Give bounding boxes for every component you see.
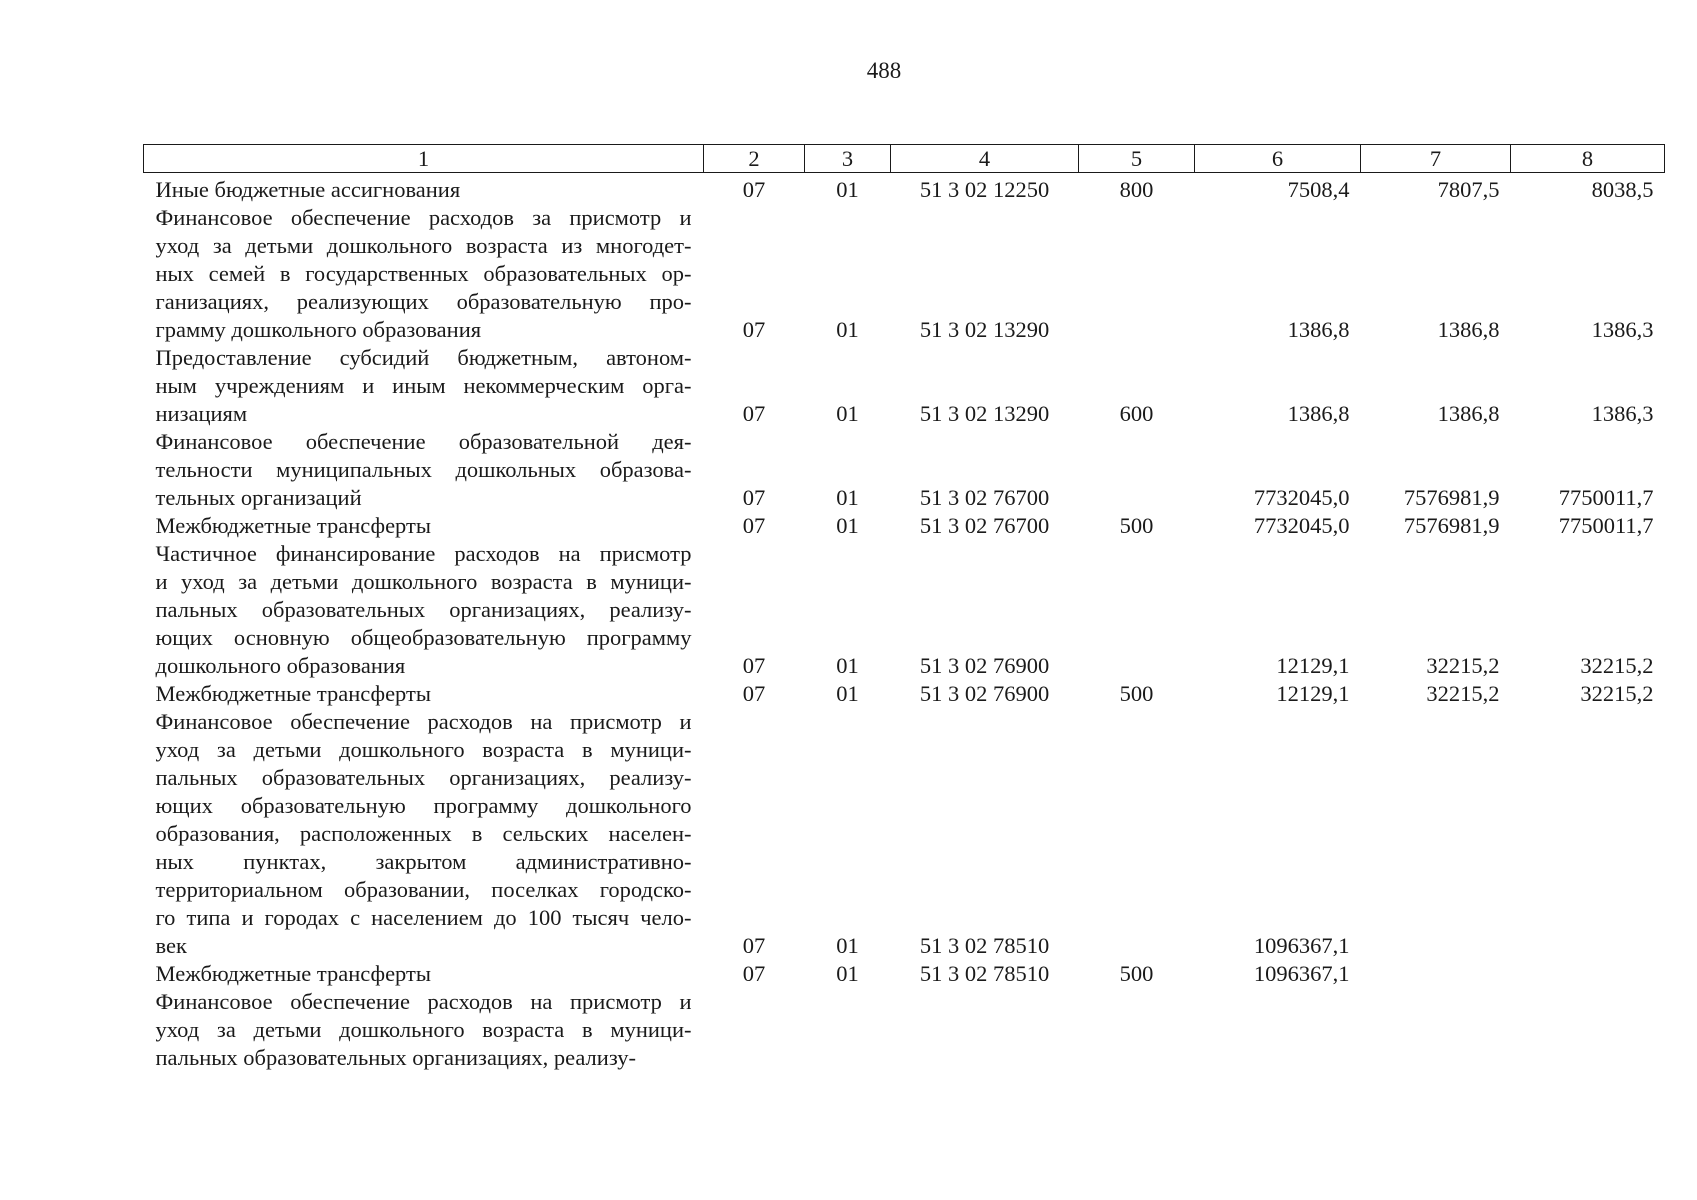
- subsection-cell: 01: [836, 961, 859, 986]
- amount-year2-cell: 1386,8: [1437, 401, 1500, 426]
- amount-year3-cell: [1511, 988, 1665, 1072]
- row-name-line: низациям: [155, 401, 248, 426]
- amount-year1-cell: 12129,1: [1276, 681, 1350, 706]
- expense-type-cell: 500: [1119, 961, 1154, 986]
- amount-year2-cell: 32215,2: [1426, 653, 1500, 678]
- row-name-line: Финансовое обеспечение образовательной дея-: [155, 429, 692, 454]
- amount-year2-cell: 1386,8: [1437, 317, 1500, 342]
- row-name-cell: [144, 344, 704, 428]
- amount-year2-cell: 7576981,9: [1403, 485, 1500, 510]
- expense-type-cell: 800: [1119, 177, 1154, 202]
- row-name-line: век: [155, 933, 187, 958]
- header-cell-7: 7: [1361, 145, 1511, 173]
- subsection-cell: [805, 988, 891, 1072]
- subsection-cell: 01: [836, 933, 859, 958]
- section-cell: 07: [742, 513, 766, 538]
- target-cell: 51 3 02 78510: [919, 933, 1050, 958]
- row-name-line: Иные бюджетные ассигнования: [155, 177, 461, 202]
- row-name-line: Финансовое обеспечение расходов на присмотр и: [155, 989, 692, 1014]
- row-name-line: дошкольного образования: [155, 653, 406, 678]
- row-name-line: ющих основную общеобразовательную программу: [155, 625, 692, 650]
- section-cell: 07: [742, 177, 766, 202]
- budget-table: [143, 144, 1665, 1072]
- expense-type-cell: [1079, 988, 1195, 1072]
- expense-type-cell: 500: [1119, 513, 1154, 538]
- row-name-line: грамму дошкольного образования: [155, 317, 482, 342]
- row-name-line: ных семей в государственных образовательных ор-: [155, 261, 692, 286]
- header-cell-2: 2: [704, 145, 805, 173]
- subsection-cell: 01: [836, 653, 859, 678]
- header-cell-8: 8: [1511, 145, 1665, 173]
- row-name-line: ганизациях, реализующих образовательную про-: [155, 289, 692, 314]
- table-body: [144, 173, 1665, 1073]
- subsection-cell: 01: [836, 401, 859, 426]
- row-name-cell: [144, 540, 704, 680]
- subsection-cell: 01: [836, 177, 859, 202]
- amount-year1-cell: 7732045,0: [1253, 513, 1350, 538]
- expense-type-cell: 500: [1119, 681, 1154, 706]
- subsection-cell: 01: [836, 317, 859, 342]
- table-row: [144, 204, 1665, 344]
- table-row: [144, 512, 1665, 540]
- row-name-line: территориальном образовании, поселках городско-: [155, 877, 692, 902]
- row-name-cell: [144, 204, 704, 344]
- amount-year3-cell: 32215,2: [1580, 681, 1654, 706]
- row-name-line: Финансовое обеспечение расходов на присмотр и: [155, 709, 692, 734]
- row-name-line: Частичное финансирование расходов на присмотр: [155, 541, 692, 566]
- row-name-cell: [144, 988, 704, 1072]
- target-cell: 51 3 02 13290: [919, 317, 1050, 342]
- row-name-line: пальных образовательных организациях, реализу-: [155, 597, 692, 622]
- target-cell: 51 3 02 76900: [919, 653, 1050, 678]
- target-cell: 51 3 02 76700: [919, 513, 1050, 538]
- amount-year1-cell: 7732045,0: [1253, 485, 1350, 510]
- table-row: [144, 428, 1665, 512]
- row-name-cell: [144, 512, 704, 540]
- amount-year3-cell: [1511, 708, 1665, 960]
- row-name-line: ющих образовательную программу дошкольного: [155, 793, 692, 818]
- section-cell: [704, 988, 805, 1072]
- amount-year3-cell: 1386,3: [1591, 317, 1654, 342]
- row-name-line: Межбюджетные трансферты: [155, 681, 431, 706]
- amount-year2-cell: 7807,5: [1437, 177, 1500, 202]
- subsection-cell: 01: [836, 485, 859, 510]
- row-name-cell: [144, 680, 704, 708]
- amount-year1-cell: [1195, 988, 1361, 1072]
- target-cell: 51 3 02 78510: [919, 961, 1050, 986]
- amount-year1-cell: 1386,8: [1287, 317, 1350, 342]
- header-cell-1: 1: [144, 145, 704, 173]
- amount-year2-cell: [1361, 960, 1511, 988]
- section-cell: 07: [742, 317, 766, 342]
- row-name-line: ных пунктах, закрытом административно-: [155, 849, 692, 874]
- section-cell: 07: [742, 653, 766, 678]
- section-cell: 07: [742, 485, 766, 510]
- row-name-line: тельности муниципальных дошкольных образова-: [155, 457, 692, 482]
- header-row: [144, 145, 1665, 173]
- amount-year1-cell: 1386,8: [1287, 401, 1350, 426]
- amount-year2-cell: [1361, 708, 1511, 960]
- row-name-line: Межбюджетные трансферты: [155, 513, 431, 538]
- target-cell: 51 3 02 76700: [919, 485, 1050, 510]
- table-row: [144, 988, 1665, 1072]
- row-name-line: образования, расположенных в сельских населен-: [155, 821, 692, 846]
- row-name-line: уход за детьми дошкольного возраста из многодет-: [155, 233, 692, 258]
- expense-type-cell: [1079, 540, 1195, 680]
- target-cell: [891, 988, 1079, 1072]
- table-row: [144, 540, 1665, 680]
- row-name-line: уход за детьми дошкольного возраста в муници-: [155, 1017, 692, 1042]
- row-name-line: уход за детьми дошкольного возраста в муници-: [155, 737, 692, 762]
- target-cell: 51 3 02 13290: [919, 401, 1050, 426]
- section-cell: 07: [742, 401, 766, 426]
- amount-year3-cell: [1511, 960, 1665, 988]
- amount-year3-cell: 7750011,7: [1558, 513, 1654, 538]
- row-name-line: пальных образовательных организациях, реализу-: [155, 765, 692, 790]
- row-name-line: тельных организаций: [155, 485, 362, 510]
- row-name-line: го типа и городах с населением до 100 тысяч чело-: [155, 905, 692, 930]
- subsection-cell: 01: [836, 681, 859, 706]
- amount-year1-cell: 7508,4: [1287, 177, 1350, 202]
- table-row: [144, 680, 1665, 708]
- header-cell-3: 3: [805, 145, 891, 173]
- amount-year1-cell: 1096367,1: [1253, 933, 1350, 958]
- target-cell: 51 3 02 12250: [919, 177, 1050, 202]
- amount-year3-cell: 1386,3: [1591, 401, 1654, 426]
- table-row: [144, 708, 1665, 960]
- row-name-cell: [144, 428, 704, 512]
- subsection-cell: 01: [836, 513, 859, 538]
- amount-year2-cell: [1361, 988, 1511, 1072]
- header-cell-4: 4: [891, 145, 1079, 173]
- target-cell: 51 3 02 76900: [919, 681, 1050, 706]
- section-cell: 07: [742, 933, 766, 958]
- row-name-cell: [144, 173, 704, 205]
- row-name-line: Межбюджетные трансферты: [155, 961, 431, 986]
- amount-year2-cell: 7576981,9: [1403, 513, 1500, 538]
- table-row: [144, 173, 1665, 205]
- expense-type-cell: 600: [1119, 401, 1154, 426]
- section-cell: 07: [742, 681, 766, 706]
- expense-type-cell: [1079, 428, 1195, 512]
- table-row: [144, 344, 1665, 428]
- section-cell: 07: [742, 961, 766, 986]
- amount-year3-cell: 32215,2: [1580, 653, 1654, 678]
- row-name-cell: [144, 960, 704, 988]
- amount-year1-cell: 12129,1: [1276, 653, 1350, 678]
- row-name-line: пальных образовательных организациях, реализу-: [155, 1045, 636, 1070]
- row-name-line: Предоставление субсидий бюджетным, автоном-: [155, 345, 692, 370]
- row-name-line: ным учреждениям и иным некоммерческим орга-: [155, 373, 692, 398]
- expense-type-cell: [1079, 708, 1195, 960]
- expense-type-cell: [1079, 204, 1195, 344]
- row-name-line: и уход за детьми дошкольного возраста в муници-: [155, 569, 692, 594]
- amount-year3-cell: 7750011,7: [1558, 485, 1654, 510]
- header-cell-6: 6: [1195, 145, 1361, 173]
- page-number: 488: [866, 58, 902, 83]
- amount-year2-cell: 32215,2: [1426, 681, 1500, 706]
- row-name-cell: [144, 708, 704, 960]
- header-cell-5: 5: [1079, 145, 1195, 173]
- table-row: [144, 960, 1665, 988]
- row-name-line: Финансовое обеспечение расходов за присмотр и: [155, 205, 692, 230]
- amount-year1-cell: 1096367,1: [1253, 961, 1350, 986]
- amount-year3-cell: 8038,5: [1591, 177, 1654, 202]
